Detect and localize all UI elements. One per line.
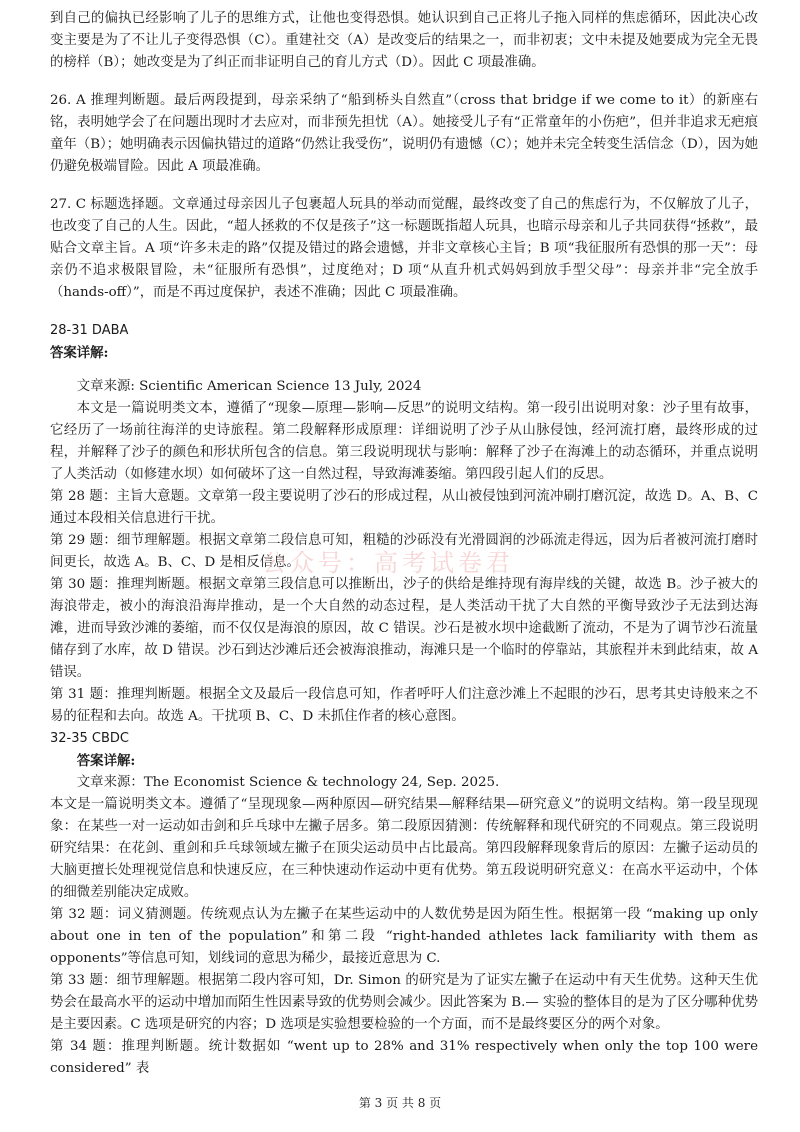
answer-detail-heading-2: 答案详解:: [76, 753, 136, 769]
explanation-q34: 第 34 题：推理判断题。统计数据如 “went up to 28% and 31% respectively when only the top 100 were considered” 表: [50, 1039, 758, 1076]
article-intro-2: 本文是一篇说明类文本。遵循了“呈现现象—两种原因—研究结果—解释结果—研究意义”的说明文结构。第一段呈现现象：在某些一对一运动如击剑和乒乓球中左撇子居多。第二段原因猜测：传统解释和现代研究的不同观点。第三段说明研究结果：在花剑、重剑和乒乓球领域左撇子在顶尖运动员中占比最高。第四段解释现象背后的原因：左撇子运动员的大脑更擅长处理视觉信息和快速反应，在三种快速动作运动中更有优势。第五段说明研究意义：在高水平运动中，个体的细微差别能决定成败。: [50, 797, 758, 900]
article-source-1: 文章来源: Scientific American Science 13 July, 2024: [76, 379, 422, 394]
explanation-q33: 第 33 题：细节理解题。根据第二段内容可知，Dr. Simon 的研究是为了证实左撇子在运动中有天生优势。这种天生优势会在最高水平的运动中增加而陌生性因素导致的优势则会减少。因此答案为 B.— 实验的整体目的是为了区分哪种优势是主要因素。C 选项是研究的内容；D 选项是实验想要检验的一个方面，而不是最终要区分的两个对象。: [50, 973, 758, 1032]
explanation-q30: 第 30 题：推理判断题。根据文章第三段信息可以推断出，沙子的供给是维持现有海岸线的关键，故选 B。沙子被大的海浪带走，被小的海浪沿海岸推动，是一个大自然的动态过程，是人类活动干扰了大自然的平衡导致沙子无法到达海滩，进而导致沙滩的萎缩，而不仅仅是海浪的原因，故 C 错误。沙石是被水坝中途截断了流动，不是为了调节沙石流量储存到了水库，故 D 错误。沙石到达沙滩后还会被海浪推动，海滩只是一个临时的停靠站，其旅程并未到此结束，故 A 错误。: [50, 577, 758, 680]
paragraph-q25-tail: 到自己的偏执已经影响了儿子的思维方式，让他也变得恐惧。她认识到自己正将儿子拖入同样的焦虑循环，因此决心改变主要是为了不让儿子变得恐惧（C）。重建社交（A）是改变后的结果之一，而非初衷；文中未提及她要成为完全无畏的榜样（B）；她改变是为了纠正而非证明自己的育儿方式（D）。因此 C 项最准确。: [50, 11, 758, 70]
explanation-q28: 第 28 题：主旨大意题。文章第一段主要说明了沙石的形成过程，从山被侵蚀到河流冲刷打磨沉淀，故选 D。A、B、C 通过本段相关信息进行干扰。: [50, 489, 758, 526]
paragraph-q27: 27. C 标题选择题。文章通过母亲因儿子包裹超人玩具的举动而觉醒，最终改变了自己的焦虑行为，不仅解放了儿子，也改变了自己的人生。因此，“超人拯救的不仅是孩子”这一标题既指超人玩具，也暗示母亲和儿子共同获得“拯救”，最贴合文章主旨。A 项“许多未走的路”仅提及错过的路会遗憾，并非文章核心主旨；B 项“我征服所有恐惧的那一天”：母亲仍不追求极限冒险，未“征服所有恐惧”，过度绝对；D 项“从直升机式妈妈到放手型父母”：母亲并非“完全放手（hands-off）”，而是不再过度保护，表述不准确；因此 C 项最准确。: [50, 197, 758, 300]
watermark: 公众号：高考试卷君: [262, 549, 514, 577]
document-page: [50, 8, 758, 1080]
explanation-q32: 第 32 题：词义猜测题。传统观点认为左撇子在某些运动中的人数优势是因为陌生性。根据第一段 “making up only about one in ten of the population”和第二段 “right-handed athletes lack familiarity with them as opponents”等信息可知，划线词的意思为稀少，最接近意思为 C.: [50, 907, 758, 966]
answer-key-28-31: 28-31 DABA: [50, 323, 129, 338]
page-footer: 第 3 页 共 8 页: [358, 1096, 442, 1110]
article-intro-1: 本文是一篇说明类文本，遵循了“现象—原理—影响—反思”的说明文结构。第一段引出说明对象：沙子里有故事，它经历了一场前往海洋的史诗旅程。第二段解释形成原理：详细说明了沙子从山脉侵蚀，经河流打磨，最终形成的过程，并解释了沙子的颜色和形状所包含的信息。第三段说明现状与影响：解释了沙子在海滩上的动态循环，并重点说明了人类活动（如修建水坝）如何破坏了这一自然过程，导致海滩萎缩。第四段引起人们的反思。: [50, 401, 758, 482]
answer-key-32-35: 32-35 CBDC: [50, 731, 129, 746]
paragraph-q26: 26. A 推理判断题。最后两段提到，母亲采纳了“船到桥头自然直”（cross that bridge if we come to it）的新座右铭，表明她学会了在问题出现时才去应对，而非预先担忧（A）。她接受儿子有“正常童年的小伤疤”，但并非追求无疤痕童年（B）；她明确表示因偏执错过的道路“仍然让我受伤”，说明仍有遗憾（C）；她并未完全转变生活信念（D），因为她仍避免极端冒险。因此 A 项最准确。: [50, 93, 758, 174]
explanation-q29: 第 29 题：细节理解题。根据文章第二段信息可知，粗糙的沙砾没有光滑圆润的沙砾流走得远，因为后者被河流打磨时间更长，故选 A。B、C、D 是相反信息。: [50, 533, 758, 570]
explanation-q31: 第 31 题：推理判断题。根据全文及最后一段信息可知，作者呼吁人们注意沙滩上不起眼的沙石，思考其史诗般来之不易的征程和去向。故选 A。干扰项 B、C、D 未抓住作者的核心意图。: [50, 687, 758, 724]
answer-detail-heading-1: 答案详解:: [50, 345, 109, 361]
article-source-2: 文章来源：The Economist Science & technology 24, Sep. 2025.: [76, 775, 500, 790]
